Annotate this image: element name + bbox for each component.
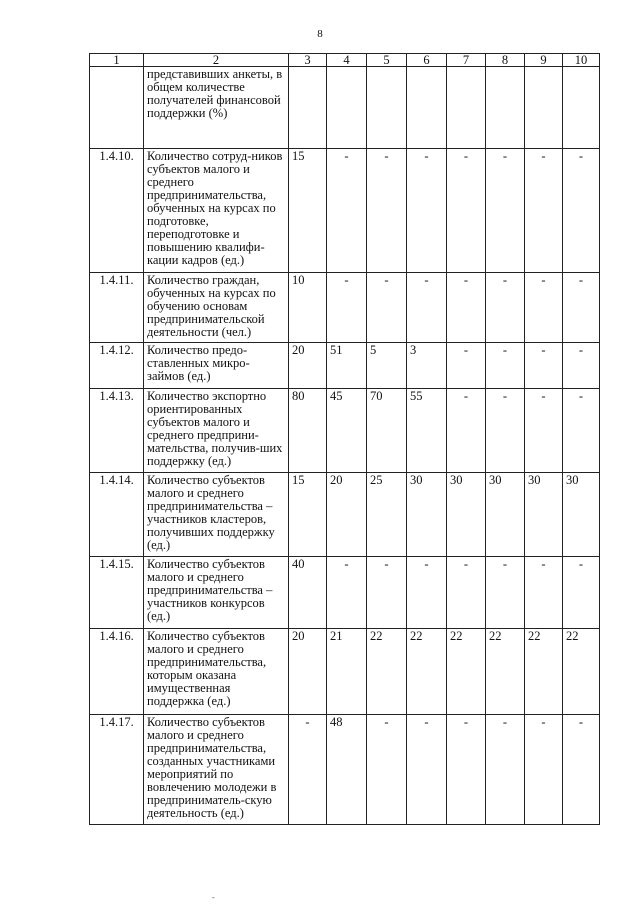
value-cell: 80 — [289, 389, 327, 473]
value-cell: 40 — [289, 557, 327, 629]
value-cell: - — [525, 715, 563, 825]
indicator-name: Количество экспортно ориентированных субъектов малого и среднего предприни-мательства, получив-ших поддержку (ед.) — [144, 389, 289, 473]
value-cell: - — [525, 389, 563, 473]
value-cell: 22 — [563, 629, 600, 715]
indicator-name: Количество субъектов малого и среднего предпринимательства, которым оказана имущественная поддержка (ед.) — [144, 629, 289, 715]
value-cell: - — [367, 557, 407, 629]
row-number: 1.4.17. — [90, 715, 144, 825]
value-cell: - — [407, 273, 447, 343]
value-cell: 55 — [407, 389, 447, 473]
value-cell: 25 — [367, 473, 407, 557]
indicator-name: Количество предо-ставленных микро-займов (ед.) — [144, 343, 289, 389]
value-cell: - — [563, 389, 600, 473]
value-cell — [289, 67, 327, 149]
row-number: 1.4.11. — [90, 273, 144, 343]
value-cell: - — [525, 273, 563, 343]
value-cell: - — [486, 273, 525, 343]
value-cell: 20 — [327, 473, 367, 557]
value-cell — [447, 67, 486, 149]
column-header-1: 1 — [90, 54, 144, 67]
value-cell: 48 — [327, 715, 367, 825]
value-cell: - — [563, 149, 600, 273]
table-row — [90, 473, 600, 557]
value-cell: 30 — [563, 473, 600, 557]
table-row — [90, 715, 600, 825]
page-number: 8 — [317, 28, 323, 40]
value-cell: - — [367, 273, 407, 343]
value-cell: - — [407, 149, 447, 273]
value-cell — [367, 67, 407, 149]
value-cell: - — [525, 557, 563, 629]
value-cell — [407, 67, 447, 149]
row-number: 1.4.13. — [90, 389, 144, 473]
table-header-row — [90, 54, 600, 67]
value-cell: 70 — [367, 389, 407, 473]
value-cell: - — [289, 715, 327, 825]
column-header-10: 10 — [563, 54, 600, 67]
value-cell: 22 — [486, 629, 525, 715]
table-row — [90, 389, 600, 473]
value-cell: 45 — [327, 389, 367, 473]
column-header-8: 8 — [486, 54, 525, 67]
value-cell — [563, 67, 600, 149]
value-cell: - — [367, 149, 407, 273]
value-cell: - — [367, 715, 407, 825]
value-cell: - — [327, 557, 367, 629]
value-cell — [327, 67, 367, 149]
value-cell: - — [486, 557, 525, 629]
value-cell: 20 — [289, 343, 327, 389]
value-cell: 20 — [289, 629, 327, 715]
value-cell: 22 — [525, 629, 563, 715]
value-cell: 22 — [407, 629, 447, 715]
value-cell: - — [563, 715, 600, 825]
value-cell: 22 — [367, 629, 407, 715]
value-cell: - — [525, 343, 563, 389]
table-row — [90, 67, 600, 149]
value-cell: - — [407, 557, 447, 629]
value-cell: 3 — [407, 343, 447, 389]
value-cell: - — [327, 149, 367, 273]
value-cell: - — [563, 343, 600, 389]
value-cell: 30 — [447, 473, 486, 557]
indicator-name: представивших анкеты, в общем количестве получателей финансовой поддержки (%) — [144, 67, 289, 149]
value-cell: - — [327, 273, 367, 343]
table-row — [90, 273, 600, 343]
value-cell: 30 — [407, 473, 447, 557]
value-cell: - — [486, 715, 525, 825]
indicator-name: Количество субъектов малого и среднего предпринимательства – участников конкурсов (ед.) — [144, 557, 289, 629]
value-cell: 21 — [327, 629, 367, 715]
value-cell: - — [486, 389, 525, 473]
value-cell: 30 — [486, 473, 525, 557]
value-cell: - — [525, 149, 563, 273]
row-number: 1.4.16. — [90, 629, 144, 715]
value-cell: 22 — [447, 629, 486, 715]
indicator-name: Количество субъектов малого и среднего предпринимательства, созданных участниками мероприятий по вовлечению молодежи в предприниматель-скую деятельность (ед.) — [144, 715, 289, 825]
value-cell: 15 — [289, 149, 327, 273]
value-cell: - — [486, 343, 525, 389]
row-number — [90, 67, 144, 149]
column-header-6: 6 — [407, 54, 447, 67]
column-header-3: 3 — [289, 54, 327, 67]
column-header-2: 2 — [144, 54, 289, 67]
column-header-9: 9 — [525, 54, 563, 67]
row-number: 1.4.14. — [90, 473, 144, 557]
value-cell: - — [407, 715, 447, 825]
row-number: 1.4.12. — [90, 343, 144, 389]
value-cell: - — [563, 273, 600, 343]
value-cell — [486, 67, 525, 149]
value-cell: - — [447, 715, 486, 825]
table-row — [90, 629, 600, 715]
value-cell: 10 — [289, 273, 327, 343]
value-cell: - — [447, 343, 486, 389]
footer-mark: - — [212, 893, 215, 902]
value-cell: - — [447, 557, 486, 629]
value-cell: - — [447, 149, 486, 273]
value-cell: 15 — [289, 473, 327, 557]
value-cell: - — [447, 389, 486, 473]
table-row — [90, 149, 600, 273]
row-number: 1.4.10. — [90, 149, 144, 273]
column-header-5: 5 — [367, 54, 407, 67]
value-cell: 5 — [367, 343, 407, 389]
table-row — [90, 557, 600, 629]
value-cell: - — [563, 557, 600, 629]
indicator-table — [89, 53, 600, 825]
table-row — [90, 343, 600, 389]
indicator-name: Количество сотруд-ников субъектов малого и среднего предпринимательства, обученных на курсах по подготовке, переподготовке и повышению квалифи-кации кадров (ед.) — [144, 149, 289, 273]
value-cell: - — [447, 273, 486, 343]
row-number: 1.4.15. — [90, 557, 144, 629]
value-cell — [525, 67, 563, 149]
value-cell: 30 — [525, 473, 563, 557]
indicator-name: Количество граждан, обученных на курсах по обучению основам предпринимательской деятельности (чел.) — [144, 273, 289, 343]
value-cell: 51 — [327, 343, 367, 389]
column-header-4: 4 — [327, 54, 367, 67]
column-header-7: 7 — [447, 54, 486, 67]
value-cell: - — [486, 149, 525, 273]
indicator-name: Количество субъектов малого и среднего предпринимательства – участников кластеров, получивших поддержку (ед.) — [144, 473, 289, 557]
